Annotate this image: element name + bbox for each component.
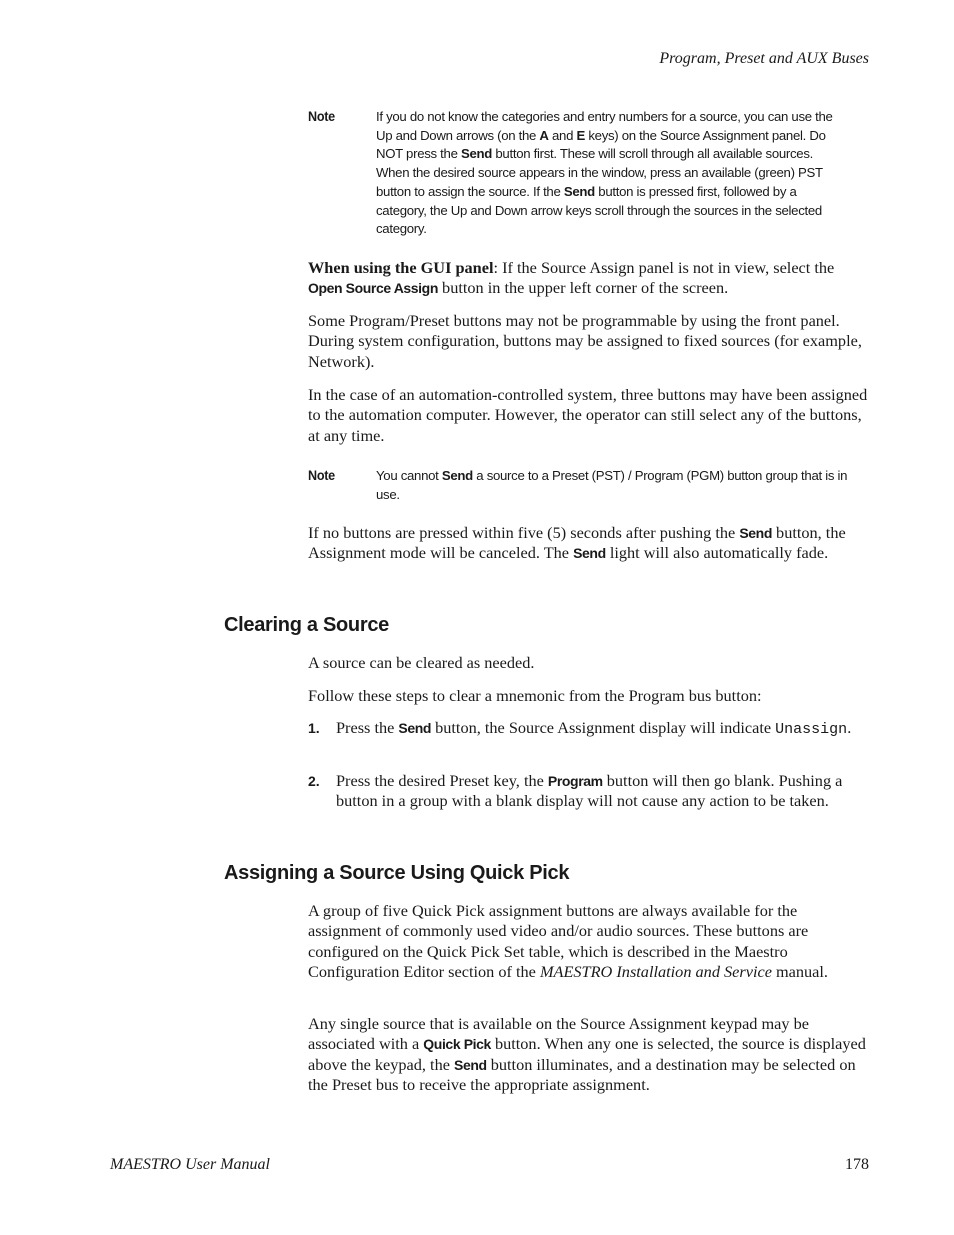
step-text: Press the desired Preset key, the Program button will then go blank. Pushing a button in a group with a blank display will not cause any action to be taken. xyxy=(336,771,843,811)
section-heading-quick-pick: Assigning a Source Using Quick Pick xyxy=(224,862,570,884)
note-label: Note xyxy=(308,467,335,483)
gui-panel-lead: When using the GUI panel xyxy=(308,258,494,277)
step-number: 2. xyxy=(308,773,320,789)
list-item xyxy=(308,718,870,740)
note-text: If you do not know the categories and entry numbers for a source, you can use the Up and Down arrows (on the A and E keys) on the Source Assignment panel. Do NOT press the Send button first. These will scroll through all available sources. When the desired source appears in the window, press an available (green) PST button to assign the source. If the Send button is pressed first, followed by a category, the Up and Down arrow keys scroll through the sources in the selected category. xyxy=(376,109,833,237)
note-text: You cannot Send a source to a Preset (PST) / Program (PGM) button group that is in use. xyxy=(376,468,848,502)
quick-pick-paragraph: A group of five Quick Pick assignment buttons are always available for the assignment of commonly used video and/or audio sources. These buttons are configured on the Quick Pick Set table, which is described in the Maestro Configuration Editor section of the MAESTRO Installation and Service manual. xyxy=(308,901,828,982)
note-box xyxy=(308,467,848,504)
step-text: Press the Send button, the Source Assignment display will indicate Unassign. xyxy=(336,718,852,738)
program-preset-paragraph: Some Program/Preset buttons may not be programmable by using the front panel. During system configuration, buttons may be assigned to fixed sources (for example, Network). xyxy=(308,311,862,371)
clearing-intro: A source can be cleared as needed. xyxy=(308,653,535,672)
section-heading-clearing: Clearing a Source xyxy=(224,614,389,636)
clearing-steps-intro: Follow these steps to clear a mnemonic from the Program bus button: xyxy=(308,686,762,705)
note-label: Note xyxy=(308,108,335,124)
automation-paragraph: In the case of an automation-controlled system, three buttons may have been assigned to the automation computer. However, the operator can still select any of the buttons, at any time. xyxy=(308,385,868,445)
running-header: Program, Preset and AUX Buses xyxy=(659,50,869,67)
page-number: 178 xyxy=(845,1156,869,1173)
list-item xyxy=(308,771,870,812)
quick-pick-association-paragraph: Any single source that is available on the Source Assignment keypad may be associated with a Quick Pick button. When any one is selected, the source is displayed above the keypad, the Send button illuminates, and a destination may be selected on the Preset bus to receive the appropriate assignment. xyxy=(308,1014,866,1095)
note-box xyxy=(308,108,848,239)
step-number: 1. xyxy=(308,720,320,736)
timeout-paragraph: If no buttons are pressed within five (5) seconds after pushing the Send button, the Assignment mode will be canceled. The Send light will also automatically fade. xyxy=(308,523,846,563)
code-text: Unassign xyxy=(775,721,848,738)
gui-panel-paragraph: When using the GUI panel: If the Source Assign panel is not in view, select the Open Source Assign button in the upper left corner of the screen. xyxy=(308,258,835,298)
footer-manual-title: MAESTRO User Manual xyxy=(110,1156,270,1173)
